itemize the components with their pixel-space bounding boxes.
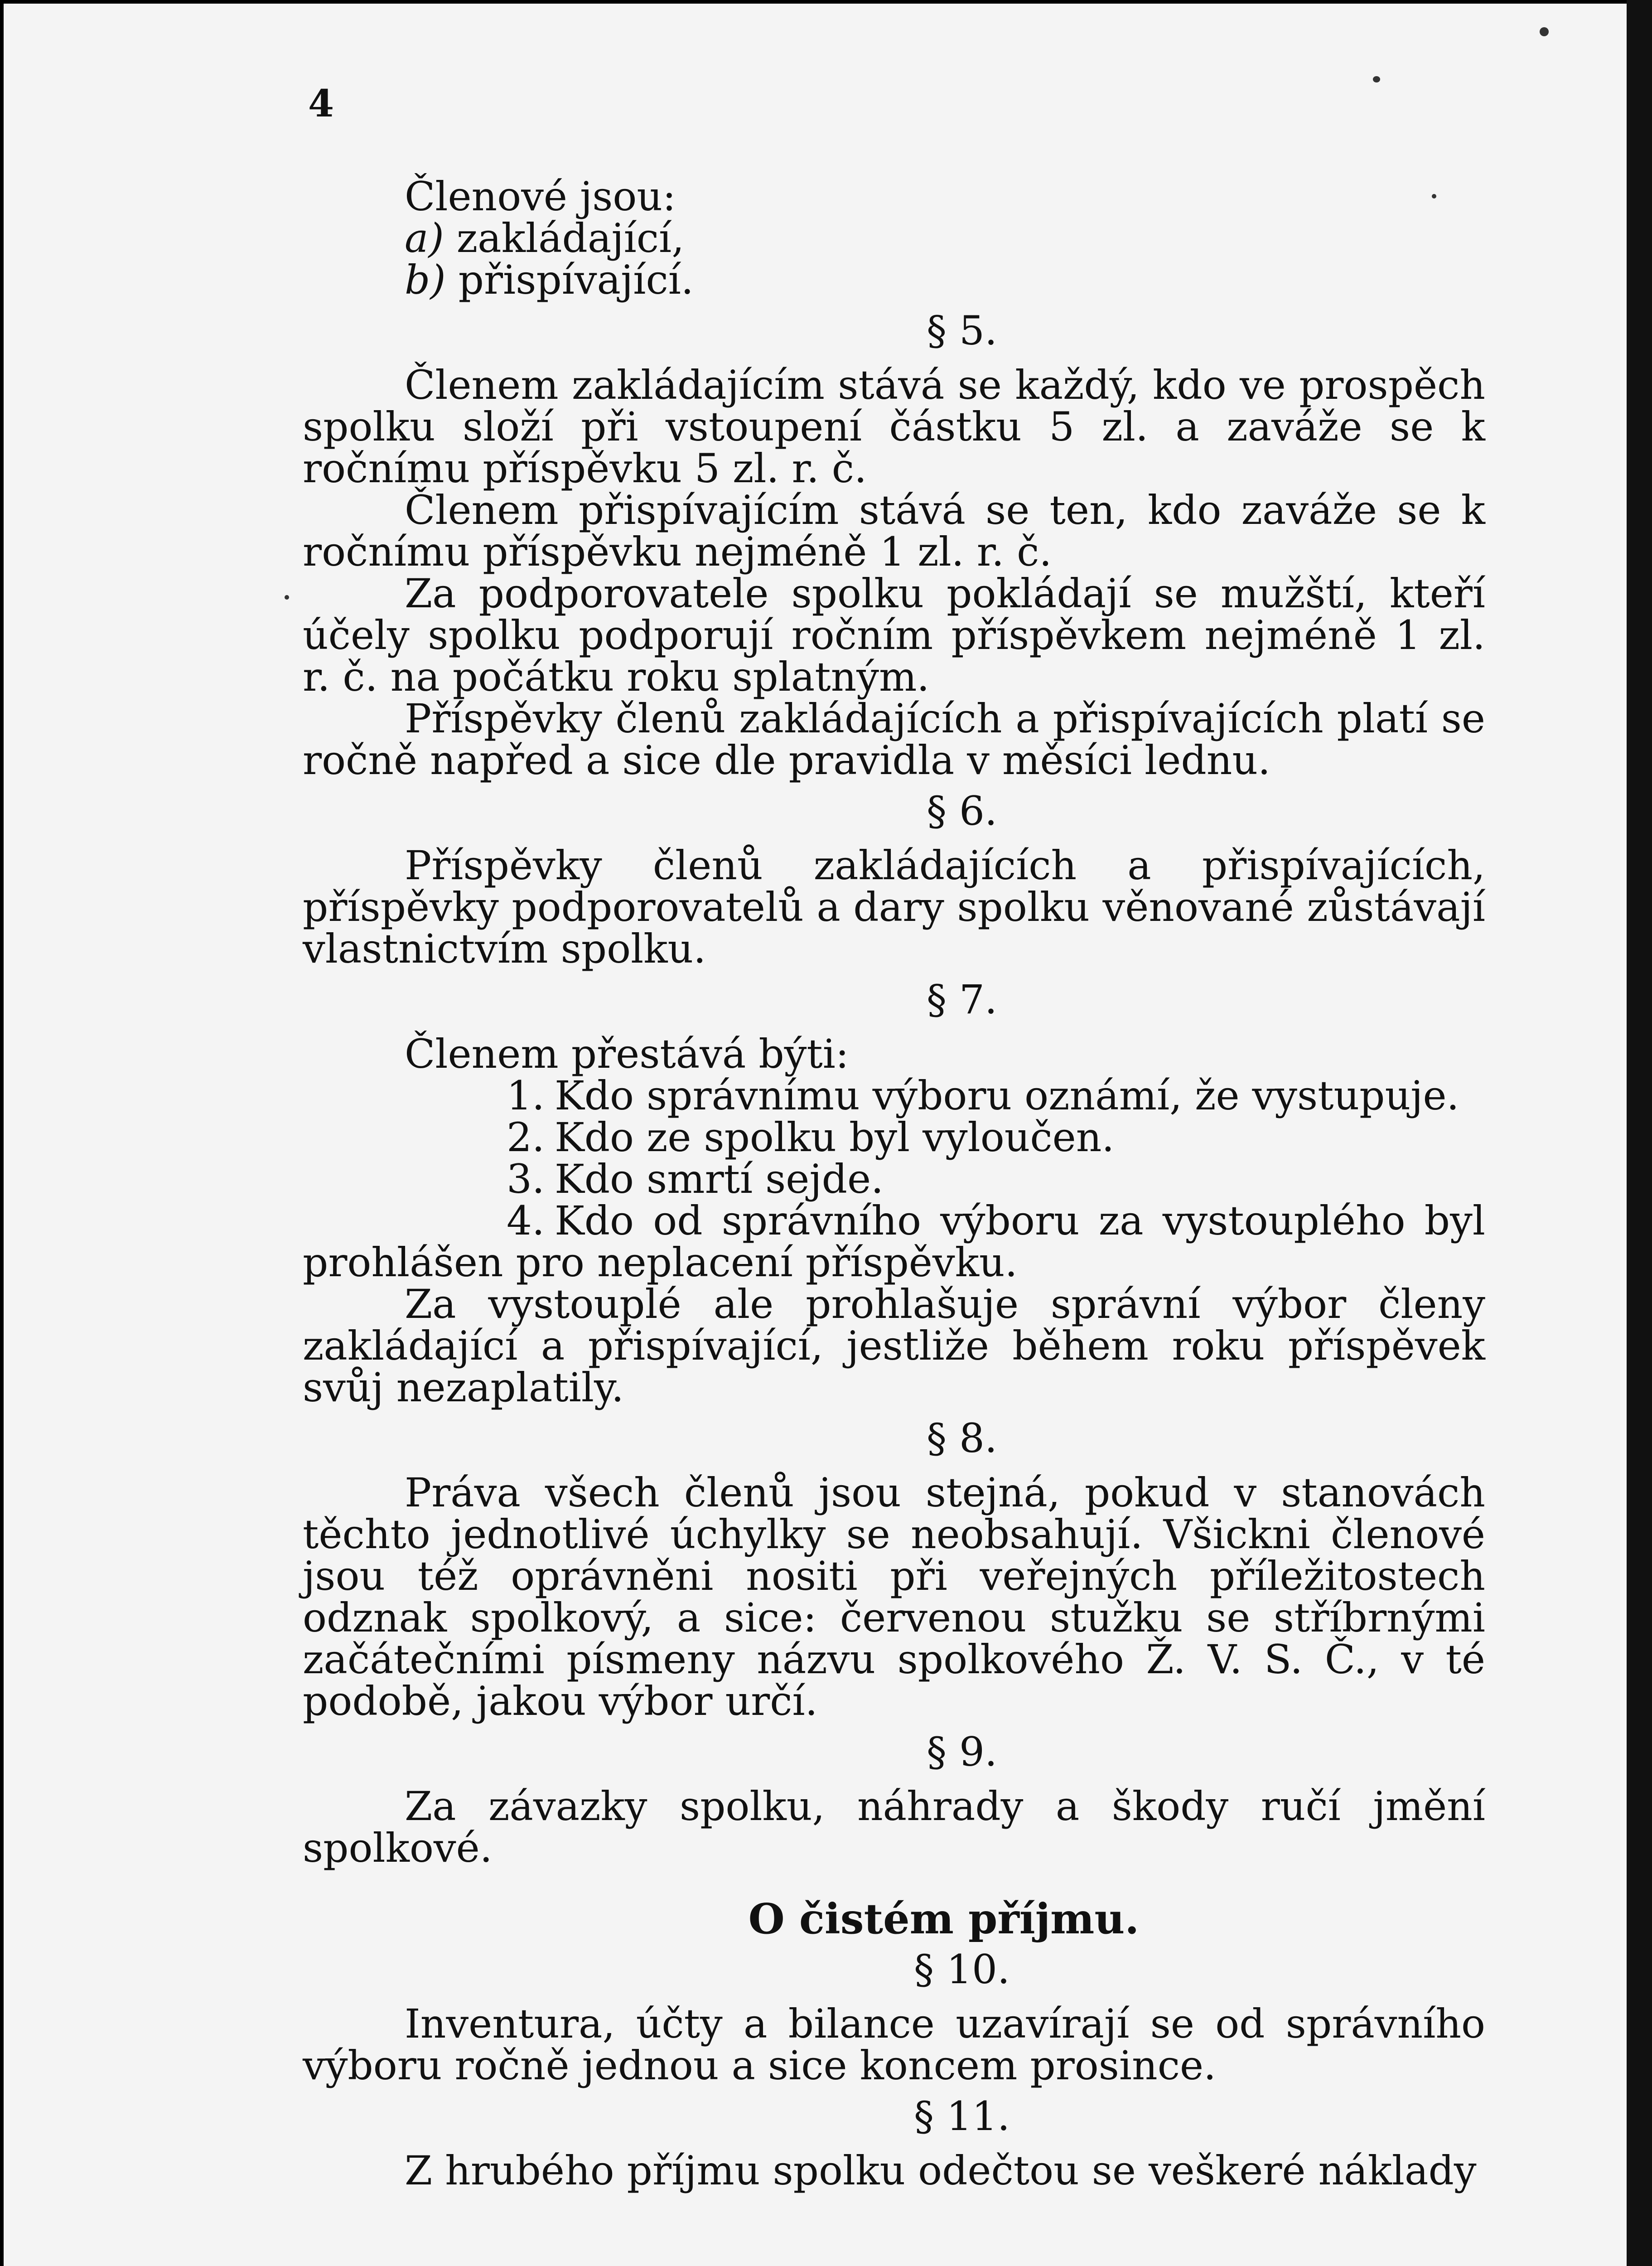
- numbered-list: [303, 1072, 1485, 1286]
- print-speck: [1373, 76, 1380, 82]
- paragraph: Inventura, účty a bilance uzavírají se od správního výboru ročně jednou a sice koncem prosince.: [303, 2000, 1485, 2089]
- paragraph: Práva všech členů jsou stejná, pokud v stanovách těchto jednotlivé úchylky se neobsahují. Všickni členové jsou též oprávněni nositi při veřejných příležitostech odznak spolkový, a sice: červenou stužku se stříbrnými začátečními písmeny názvu spolkového Ž. V. S. Č., v té podobě, jakou výbor určí.: [303, 1469, 1485, 1724]
- list-item: [303, 1158, 1485, 1200]
- list-text: zakládající,: [456, 215, 685, 261]
- list-item: [405, 259, 1485, 301]
- list-item: [405, 215, 1485, 261]
- section-mark: § 11.: [914, 2093, 1010, 2140]
- paragraph: Příspěvky členů zakládajících a přispívajících, příspěvky podporovatelů a dary spolku věnované zůstávají vlastnictvím spolku.: [303, 842, 1485, 972]
- page-edge-shadow: [1627, 0, 1652, 2266]
- list-item: [303, 1114, 1485, 1161]
- members-list: [405, 215, 1485, 303]
- list-text: Kdo smrtí sejde.: [554, 1156, 884, 1202]
- paragraph: Za závazky spolku, náhrady a škody ručí jmění spolkové.: [303, 1783, 1485, 1871]
- page-number: 4: [308, 82, 334, 126]
- paragraph: Příspěvky členů zakládajících a přispívajících platí se ročně napřed a sice dle pravidla v měsíci lednu.: [303, 695, 1485, 784]
- list-number: 4.: [507, 1197, 545, 1244]
- list-text: Kdo od správního výboru za vystouplého byl prohlášen pro neplacení příspěvku.: [303, 1197, 1485, 1286]
- paragraph: Členem přestává býti:: [405, 1031, 849, 1077]
- list-letter: a): [405, 215, 444, 261]
- section-mark: § 6.: [927, 788, 997, 834]
- section-mark: § 10.: [914, 1946, 1010, 1993]
- print-speck: [285, 595, 289, 600]
- section-mark: § 7.: [927, 976, 997, 1023]
- list-letter: b): [405, 257, 446, 303]
- paragraph: Členem přispívajícím stává se ten, kdo zaváže se k ročnímu příspěvku nejméně 1 zl. r. č.: [303, 487, 1485, 575]
- document-body: [303, 173, 1485, 2194]
- paragraph: Členem zakládajícím stává se každý, kdo ve prospěch spolku složí při vstoupení částku 5 zl. a zaváže se k ročnímu příspěvku 5 zl. r. č.: [303, 362, 1485, 492]
- list-text: Kdo ze spolku byl vyloučen.: [554, 1114, 1115, 1161]
- section-mark: § 8.: [927, 1415, 997, 1462]
- list-text: Kdo správnímu výboru oznámí, že vystupuje.: [554, 1072, 1459, 1119]
- list-number: 1.: [507, 1072, 545, 1119]
- section-heading: O čistém příjmu.: [748, 1894, 1140, 1943]
- paragraph: Za podporovatele spolku pokládají se mužští, kteří účely spolku podporují ročním příspěvkem nejméně 1 zl. r. č. na počátku roku splatným.: [303, 570, 1485, 700]
- list-number: 2.: [507, 1114, 545, 1161]
- paragraph: Z hrubého příjmu spolku odečtou se veškeré náklady: [405, 2147, 1477, 2194]
- list-number: 3.: [507, 1156, 545, 1202]
- scanned-page: [4, 4, 1627, 2266]
- section-mark: § 5.: [927, 307, 997, 354]
- list-item: [303, 1072, 1485, 1119]
- list-text: přispívající.: [458, 257, 694, 303]
- print-speck: [1540, 27, 1549, 36]
- section-mark: § 9.: [927, 1729, 997, 1775]
- paragraph: Za vystouplé ale prohlašuje správní výbor členy zakládající a přispívající, jestliže během roku příspěvek svůj nezaplatily.: [303, 1281, 1485, 1411]
- members-title: Členové jsou:: [405, 173, 676, 220]
- list-item: [303, 1197, 1485, 1286]
